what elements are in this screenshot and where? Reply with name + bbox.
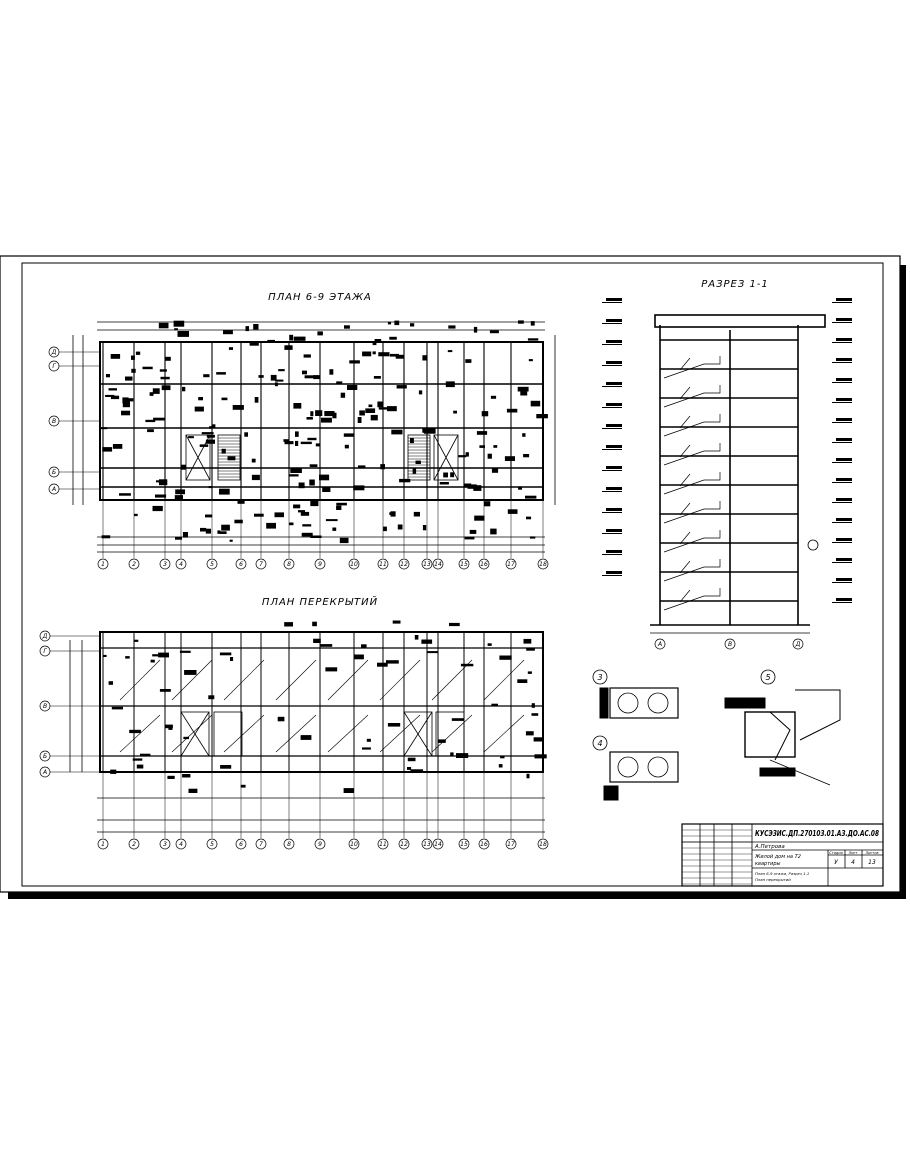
- svg-text:Б: Б: [51, 469, 57, 476]
- svg-text:Д: Д: [795, 641, 801, 648]
- slab-axis-bubble-15: [459, 839, 469, 849]
- svg-text:7: 7: [259, 841, 263, 848]
- section-axis-bubble-1: [725, 639, 735, 649]
- slab-axis-bubble-17: [506, 839, 516, 849]
- sheet-value: 4: [851, 859, 855, 866]
- slab-axis-bubble-8: [284, 839, 294, 849]
- axis-bubble-6: [236, 559, 246, 569]
- slab-axis-bubble-11: [378, 839, 388, 849]
- slab-axis-bubble-5: [207, 839, 217, 849]
- slab-axis-bubble-10: [349, 839, 359, 849]
- slab-axis-bubble-14: [433, 839, 443, 849]
- svg-text:16: 16: [480, 841, 488, 848]
- axis-bubble-10: [349, 559, 359, 569]
- section-title: РАЗРЕЗ 1-1: [701, 279, 769, 290]
- svg-text:Д: Д: [42, 633, 48, 640]
- svg-text:9: 9: [318, 841, 322, 848]
- node-3-label: 3: [597, 673, 603, 682]
- svg-text:18: 18: [539, 841, 547, 848]
- svg-text:11: 11: [379, 841, 387, 848]
- axis-bubble-9: [315, 559, 325, 569]
- node-5-label: 5: [765, 673, 771, 682]
- slab-axis-bubble-12: [399, 839, 409, 849]
- plan-title: ПЛАН 6-9 ЭТАЖА: [268, 292, 372, 303]
- svg-text:4: 4: [179, 841, 183, 848]
- svg-text:Д: Д: [51, 349, 57, 356]
- author-name: А.Петрова: [755, 844, 785, 850]
- title-block: [682, 824, 883, 886]
- svg-text:3: 3: [163, 841, 167, 848]
- svg-text:12: 12: [400, 841, 408, 848]
- sheet-desc-2: План перекрытий: [755, 877, 791, 882]
- svg-text:13: 13: [423, 841, 431, 848]
- sheet-header: Лист: [848, 851, 858, 855]
- sheet-desc-1: План 6-9 этажа, Разрез 1-1: [755, 871, 810, 876]
- svg-text:В: В: [727, 641, 733, 648]
- svg-text:5: 5: [210, 561, 214, 568]
- slab-axis-bubble-А: [40, 767, 50, 777]
- svg-text:17: 17: [507, 561, 515, 568]
- svg-text:12: 12: [400, 561, 408, 568]
- slab-axis-bubble-Б: [40, 751, 50, 761]
- axis-bubble-Г: [49, 361, 59, 371]
- svg-text:14: 14: [434, 841, 442, 848]
- axis-bubble-18: [538, 559, 548, 569]
- axis-bubble-8: [284, 559, 294, 569]
- slab-axis-bubble-6: [236, 839, 246, 849]
- svg-text:10: 10: [350, 561, 358, 568]
- svg-text:9: 9: [318, 561, 322, 568]
- slab-axis-bubble-3: [160, 839, 170, 849]
- section-axis-bubble-0: [655, 639, 665, 649]
- axis-bubble-3: [160, 559, 170, 569]
- svg-text:В: В: [42, 703, 48, 710]
- svg-text:4: 4: [179, 561, 183, 568]
- axis-bubble-4: [176, 559, 186, 569]
- slab-axis-bubble-1: [98, 839, 108, 849]
- svg-text:15: 15: [460, 561, 468, 568]
- svg-text:7: 7: [259, 561, 263, 568]
- slab-axis-bubble-4: [176, 839, 186, 849]
- svg-text:В: В: [51, 418, 57, 425]
- slab-axis-bubble-13: [422, 839, 432, 849]
- svg-text:2: 2: [132, 841, 136, 848]
- axis-bubble-14: [433, 559, 443, 569]
- axis-bubble-Б: [49, 467, 59, 477]
- svg-text:2: 2: [132, 561, 136, 568]
- svg-text:1: 1: [101, 561, 105, 568]
- sheets-value: 13: [868, 859, 876, 866]
- svg-text:А: А: [657, 641, 663, 648]
- svg-text:17: 17: [507, 841, 515, 848]
- drawing-code: КУСЭЗИС.ДП.270103.01.АЗ.ДО.АС.08: [755, 829, 880, 838]
- svg-text:8: 8: [287, 841, 291, 848]
- slab-axis-bubble-Д: [40, 631, 50, 641]
- svg-text:Г: Г: [43, 648, 47, 655]
- svg-text:14: 14: [434, 561, 442, 568]
- slab-axis-bubble-16: [479, 839, 489, 849]
- slab-axis-bubble-18: [538, 839, 548, 849]
- svg-text:6: 6: [239, 841, 243, 848]
- axis-bubble-15: [459, 559, 469, 569]
- slab-axis-bubble-2: [129, 839, 139, 849]
- axis-bubble-7: [256, 559, 266, 569]
- floor-plan-title: ПЛАН ПЕРЕКРЫТИЙ: [261, 597, 379, 608]
- svg-text:Б: Б: [42, 753, 48, 760]
- svg-text:16: 16: [480, 561, 488, 568]
- svg-text:А: А: [51, 486, 57, 493]
- section-axis-bubble-2: [793, 639, 803, 649]
- svg-text:6: 6: [239, 561, 243, 568]
- project-line-2: квартиры: [755, 861, 781, 867]
- svg-text:8: 8: [287, 561, 291, 568]
- svg-text:5: 5: [210, 841, 214, 848]
- svg-text:18: 18: [539, 561, 547, 568]
- axis-bubble-Д: [49, 347, 59, 357]
- axis-bubble-16: [479, 559, 489, 569]
- axis-bubble-2: [129, 559, 139, 569]
- stage-value: У: [834, 859, 838, 866]
- svg-text:11: 11: [379, 561, 387, 568]
- axis-bubble-5: [207, 559, 217, 569]
- sheets-header: Листов: [865, 851, 879, 855]
- axis-bubble-В: [49, 416, 59, 426]
- svg-text:15: 15: [460, 841, 468, 848]
- project-line-1: Жилой дом на 72: [755, 854, 801, 860]
- axis-bubble-1: [98, 559, 108, 569]
- axis-bubble-13: [422, 559, 432, 569]
- axis-bubble-А: [49, 484, 59, 494]
- svg-text:3: 3: [163, 561, 167, 568]
- svg-text:А: А: [42, 769, 48, 776]
- slab-axis-bubble-В: [40, 701, 50, 711]
- axis-bubble-11: [378, 559, 388, 569]
- svg-text:1: 1: [101, 841, 105, 848]
- stage-header: Стадия: [829, 851, 843, 855]
- slab-axis-bubble-7: [256, 839, 266, 849]
- svg-text:Г: Г: [52, 363, 56, 370]
- svg-text:10: 10: [350, 841, 358, 848]
- slab-axis-bubble-9: [315, 839, 325, 849]
- axis-bubble-12: [399, 559, 409, 569]
- node-4-label: 4: [597, 739, 603, 748]
- svg-text:13: 13: [423, 561, 431, 568]
- slab-axis-bubble-Г: [40, 646, 50, 656]
- axis-bubble-17: [506, 559, 516, 569]
